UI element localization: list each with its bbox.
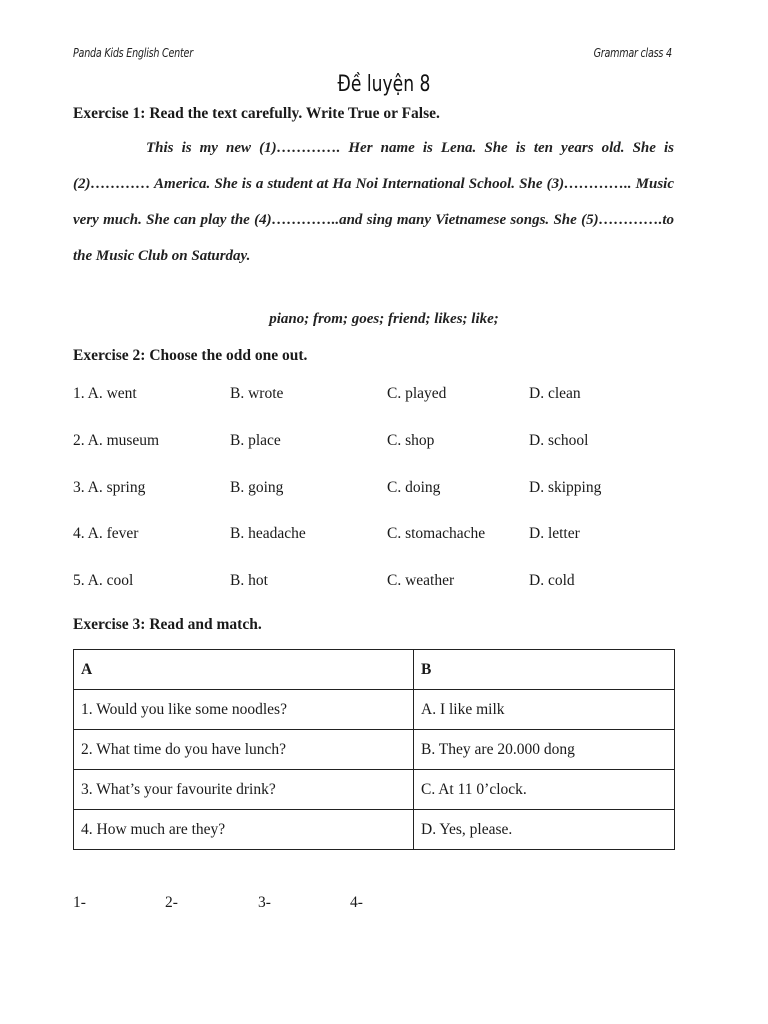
odd-row [73,432,683,452]
table-row [74,730,675,770]
answer-blanks [73,894,473,914]
option-c: C. doing [387,479,441,496]
exercise1-heading: Exercise 1: Read the text carefully. Write True or False. [73,105,440,122]
question-cell: 1. Would you like some noodles? [74,690,414,730]
answer-blank-4: 4- [350,894,363,911]
column-b-header: B [414,650,675,690]
answer-blank-3: 3- [258,894,271,911]
table-header-row [74,650,675,690]
option-b: B. hot [230,572,268,589]
odd-row [73,572,683,592]
table-row [74,770,675,810]
option-a: 1. A. went [73,385,137,402]
option-c: C. stomachache [387,525,486,542]
option-b: B. headache [230,525,306,542]
answer-cell: A. I like milk [414,690,675,730]
exercise1-passage [73,130,674,274]
odd-row [73,385,683,405]
odd-row [73,525,683,545]
header-right: Grammar class 4 [593,46,672,60]
option-b: B. going [230,479,284,496]
odd-row [73,479,683,499]
exercise3-heading: Exercise 3: Read and match. [73,616,262,633]
word-bank: piano; from; goes; friend; likes; like; [269,311,499,327]
answer-cell: B. They are 20.000 dong [414,730,675,770]
question-cell: 3. What’s your favourite drink? [74,770,414,810]
option-a: 4. A. fever [73,525,139,542]
option-a: 2. A. museum [73,432,160,449]
answer-blank-2: 2- [165,894,178,911]
answer-cell: D. Yes, please. [414,810,675,850]
option-a: 3. A. spring [73,479,146,496]
page-title: Đề luyện 8 [337,72,431,97]
option-b: B. wrote [230,385,284,402]
passage-text: This is my new (1)…………. Her name is Lena. She is ten years old. She is (2)………… America. She is a student at Ha Noi International School. She (3)………….. Music very much. She can play the (4)…………..and sing many Vietnamese songs. She (5)………….to the Music Club on Saturday. [73,140,674,264]
answer-cell: C. At 11 0’clock. [414,770,675,810]
option-d: D. school [529,432,589,449]
match-table [73,649,675,850]
question-cell: 4. How much are they? [74,810,414,850]
option-c: C. shop [387,432,435,449]
table-row [74,690,675,730]
answer-blank-1: 1- [73,894,86,911]
header-left: Panda Kids English Center [73,46,193,60]
option-d: D. clean [529,385,581,402]
option-d: D. skipping [529,479,602,496]
column-a-header: A [74,650,414,690]
option-d: D. letter [529,525,580,542]
table-row [74,810,675,850]
question-cell: 2. What time do you have lunch? [74,730,414,770]
option-c: C. played [387,385,447,402]
option-c: C. weather [387,572,455,589]
option-b: B. place [230,432,281,449]
exercise2-heading: Exercise 2: Choose the odd one out. [73,347,308,364]
option-a: 5. A. cool [73,572,134,589]
option-d: D. cold [529,572,575,589]
